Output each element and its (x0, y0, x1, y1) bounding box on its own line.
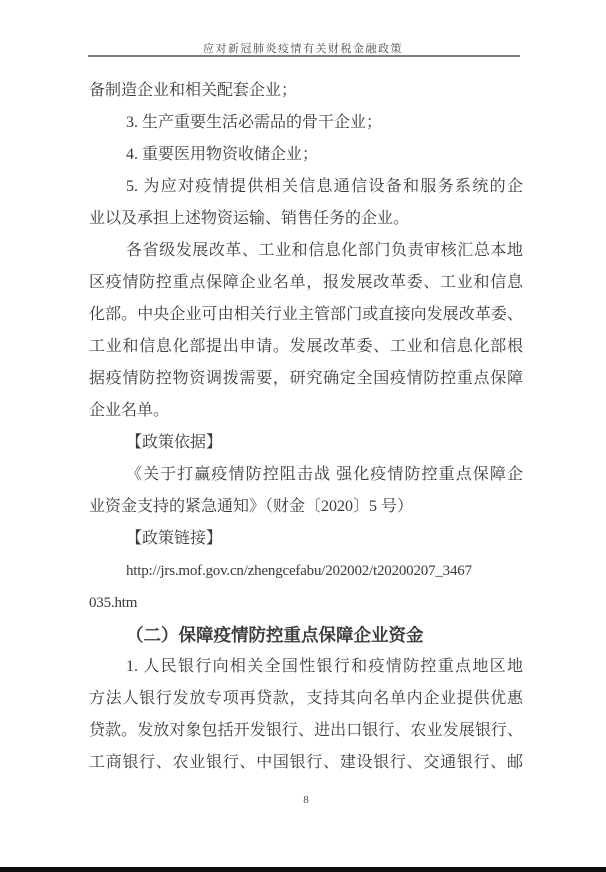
text-line: 业资金支持的紧急通知》（财金〔2020〕5 号） (89, 498, 414, 515)
text-line: 4. 重要医用物资收储企业； (126, 146, 319, 163)
header-divider-rule (88, 55, 520, 57)
text-line: 贷款。发放对象包括开发银行、进出口银行、农业发展银行、 (89, 722, 523, 739)
text-line: 化部。中央企业可由相关行业主管部门或直接向发展改革委、 (89, 306, 523, 323)
page-number: 8 (303, 794, 309, 806)
text-line: 据疫情防控物资调拨需要，研究确定全国疫情防控重点保障 (89, 370, 523, 387)
text-line: 区疫情防控重点保障企业名单，报发展改革委、工业和信息 (89, 274, 523, 291)
document-body (89, 75, 523, 779)
text-line: 业以及承担上述物资运输、销售任务的企业。 (89, 210, 410, 227)
text-line: 《关于打赢疫情防控阻击战 强化疫情防控重点保障企 (126, 466, 523, 483)
text-line: 方法人银行发放专项再贷款，支持其向名单内企业提供优惠 (89, 690, 523, 707)
text-line: 备制造企业和相关配套企业； (89, 82, 298, 99)
text-line: 工业和信息化部提出申请。发展改革委、工业和信息化部根 (89, 338, 523, 355)
page-header-title: 应对新冠肺炎疫情有关财税金融政策 (203, 43, 403, 55)
text-line: 3. 生产重要生活必需品的骨干企业； (126, 114, 383, 131)
text-line: 1. 人民银行向相关全国性银行和疫情防控重点地区地 (126, 658, 523, 675)
text-line: 035.htm (89, 595, 138, 611)
section-heading-line: （二）保障疫情防控重点保障企业资金 (126, 625, 424, 645)
text-line: 工商银行、农业银行、中国银行、建设银行、交通银行、邮 (89, 754, 523, 771)
scan-edge-bar (0, 867, 606, 872)
text-line: http://jrs.mof.gov.cn/zhengcefabu/202002/t20200207_3467 (126, 563, 472, 579)
text-line: 5. 为应对疫情提供相关信息通信设备和服务系统的企 (126, 178, 523, 195)
text-line: 【政策链接】 (126, 530, 223, 547)
text-line: 各省级发展改革、工业和信息化部门负责审核汇总本地 (126, 242, 523, 259)
text-line: 【政策依据】 (126, 434, 223, 451)
text-line: 企业名单。 (89, 402, 170, 419)
